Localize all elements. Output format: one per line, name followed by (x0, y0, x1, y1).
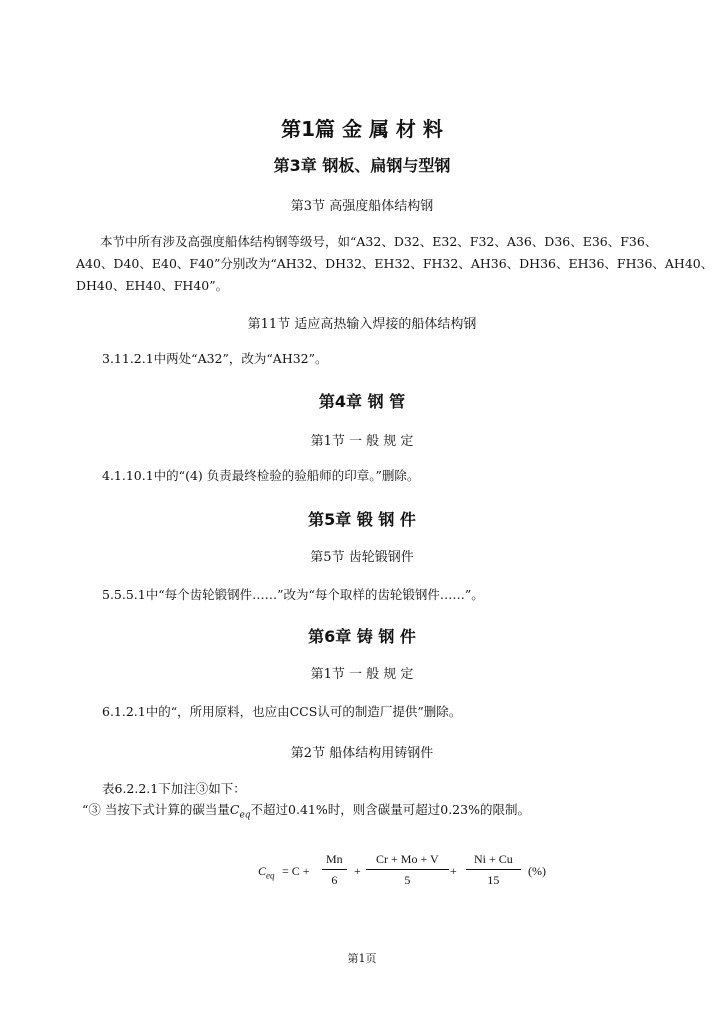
chapter-3-title: 第3章 钢板、扁钢与型钢 (273, 156, 451, 175)
note-ceq-symbol: C (229, 802, 240, 817)
chapter-6-title: 第6章 铸 钢 件 (308, 627, 416, 646)
chapter-6-note (82, 799, 530, 827)
chapter-4-section-1-title: 第1节 一 般 规 定 (310, 434, 414, 449)
chapter-5-section-5-title: 第5节 齿轮锻钢件 (310, 550, 414, 565)
page-number: 第1页 (347, 952, 377, 965)
note-ceq-subscript: eq (239, 810, 251, 821)
chapter-5-title: 第5章 锻 钢 件 (308, 510, 416, 529)
chapter-6-section-2-title: 第2节 船体结构用铸钢件 (290, 746, 434, 761)
formula-fraction-ni-cu (466, 852, 521, 888)
fraction-ni-cu-denominator: 15 (487, 873, 500, 887)
formula-lhs: $C_{eq}$ (258, 864, 275, 881)
chapter-6-section-2-paragraph: 表6.2.2.1下加注③如下： (102, 781, 246, 796)
note-prefix: “③ 当按下式计算的碳当量 (82, 802, 230, 817)
formula-plus-1: + (354, 864, 361, 878)
formula-plus-2: + (450, 864, 457, 878)
section-3-11-title: 第11节 适应高热输入焊接的船体结构钢 (247, 317, 477, 332)
section-3-3-paragraph-line-2: A40、D40、E40、F40”分别改为“AH32、DH32、EH32、FH32、AH36、DH36、EH36、FH36、AH40、 (76, 256, 714, 271)
chapter-4-paragraph: 4.1.10.1中的“(4) 负责最终检验的验船师的印章。”删除。 (102, 468, 420, 483)
formula-unit: (%) (528, 864, 546, 878)
fraction-cr-mo-v-denominator: 5 (404, 873, 411, 887)
chapter-5-paragraph: 5.5.5.1中“每个齿轮锻钢件……”改为“每个取样的齿轮锻钢件……”。 (102, 587, 484, 602)
fraction-mn-numerator: Mn (322, 852, 347, 870)
fraction-cr-mo-v-numerator: Cr + Mo + V (366, 852, 449, 870)
section-3-3-title: 第3节 高强度船体结构钢 (290, 199, 434, 214)
section-3-3-paragraph-line-3: DH40、EH40、FH40”。 (76, 278, 229, 293)
fraction-ni-cu-numerator: Ni + Cu (466, 852, 521, 870)
note-suffix: 不超过0.41%时，则含碳量可超过0.23%的限制。 (250, 802, 530, 817)
part-title: 第1篇 金 属 材 料 (281, 117, 443, 141)
section-3-3-paragraph-line-1: 本节中所有涉及高强度船体结构钢等级号，如“A32、D32、E32、F32、A36、D36、E36、F36、 (100, 234, 658, 249)
chapter-4-title: 第4章 钢 管 (318, 392, 406, 411)
fraction-mn-denominator: 6 (331, 873, 338, 887)
formula-fraction-cr-mo-v (366, 852, 449, 888)
chapter-6-section-1-paragraph: 6.1.2.1中的“，所用原料，也应由CCS认可的制造厂提供”删除。 (102, 704, 462, 719)
formula-equals-c: = C + (282, 864, 310, 878)
chapter-6-section-1-title: 第1节 一 般 规 定 (310, 667, 414, 682)
section-3-11-paragraph: 3.11.2.1中两处“A32”，改为“AH32”。 (102, 351, 328, 366)
formula-fraction-mn (322, 852, 347, 888)
